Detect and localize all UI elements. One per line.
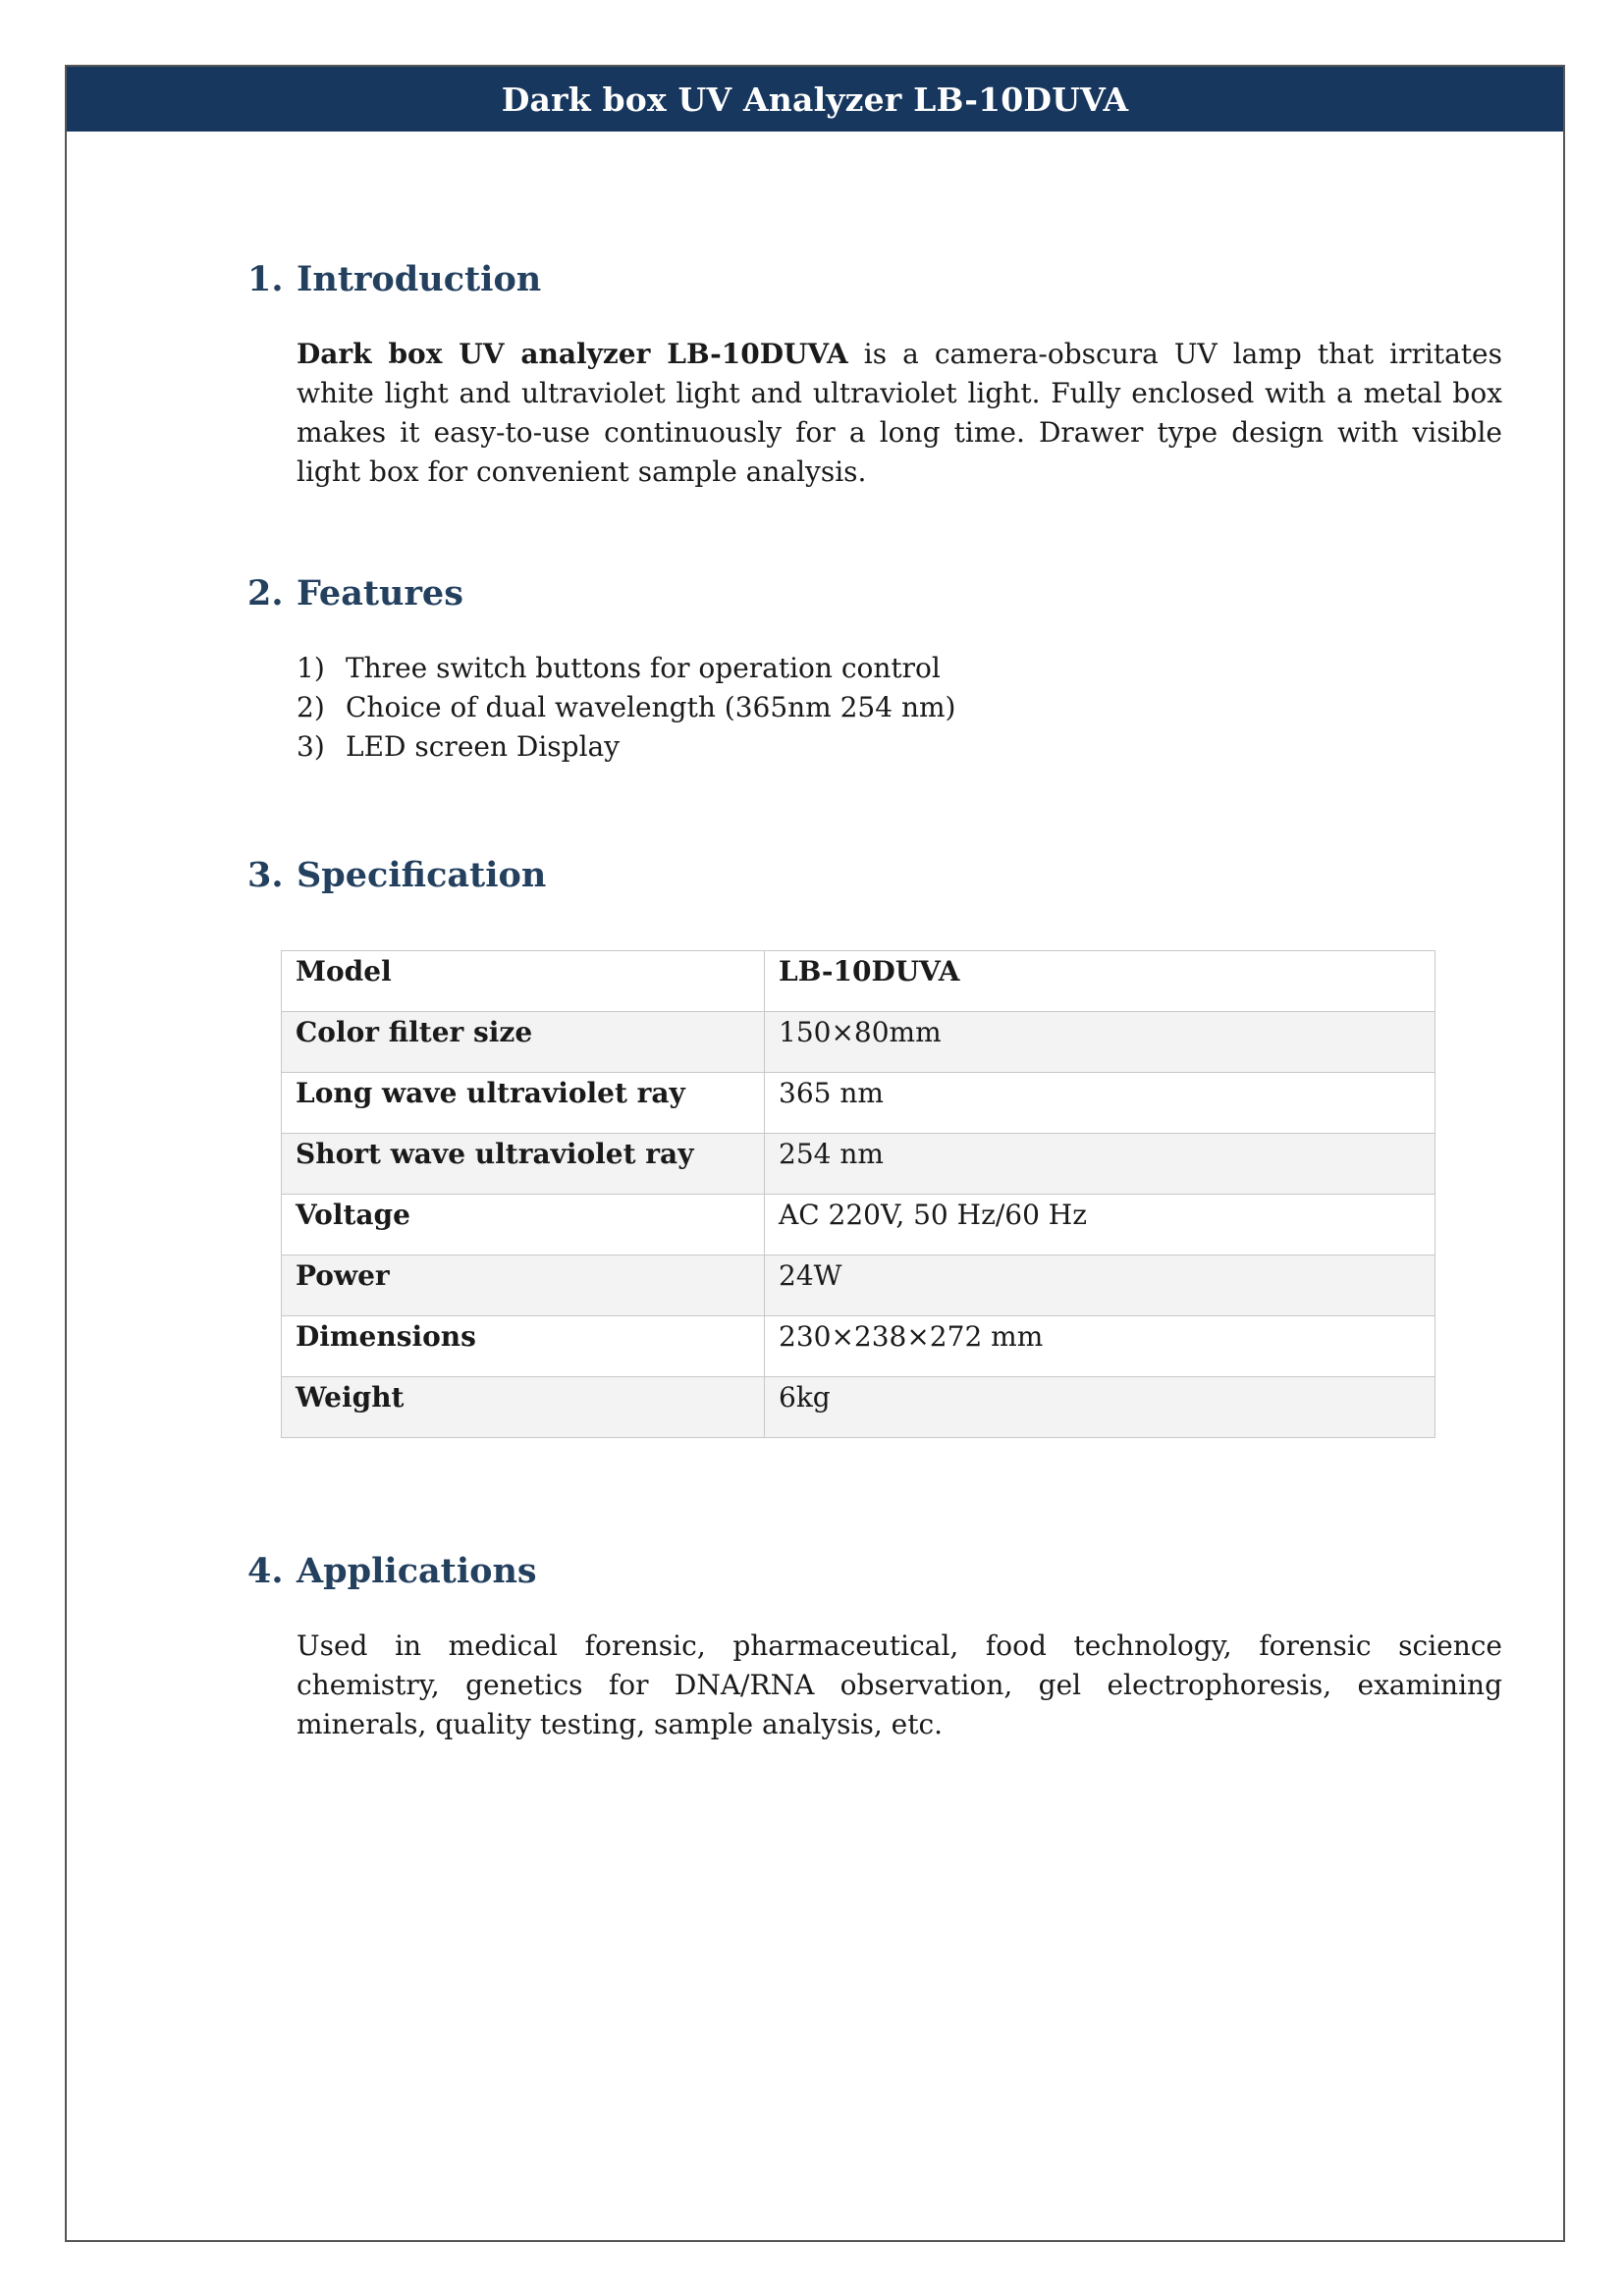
section-heading-specification: [247, 855, 1502, 895]
spec-table: [281, 950, 1435, 1438]
list-item: [297, 649, 1502, 688]
list-item-number: 3): [297, 730, 325, 763]
section-number: 2.: [247, 573, 284, 614]
title-bar: [67, 67, 1563, 132]
table-row: [282, 1195, 1435, 1255]
list-item-number: 1): [297, 652, 325, 684]
spec-label: Short wave ultraviolet ray: [282, 1134, 765, 1195]
table-row: [282, 1377, 1435, 1438]
section-heading-introduction: [247, 259, 1502, 299]
section-title: Introduction: [297, 259, 542, 299]
spec-value: 24W: [765, 1255, 1435, 1316]
section-introduction: [247, 259, 1502, 492]
table-row: [282, 951, 1435, 1012]
list-item: [297, 727, 1502, 767]
spec-value: LB-10DUVA: [765, 951, 1435, 1012]
section-number: 4.: [247, 1551, 284, 1591]
spec-value: 365 nm: [765, 1073, 1435, 1134]
section-title: Features: [297, 573, 463, 614]
spec-value: 230×238×272 mm: [765, 1316, 1435, 1377]
list-item-text: LED screen Display: [346, 730, 621, 763]
introduction-paragraph: [297, 335, 1502, 492]
table-row: [282, 1012, 1435, 1073]
spec-value: 150×80mm: [765, 1012, 1435, 1073]
list-item-number: 2): [297, 691, 325, 723]
spec-label: Model: [282, 951, 765, 1012]
feature-list: [297, 649, 1502, 767]
section-applications: [247, 1551, 1502, 1744]
section-title: Applications: [297, 1551, 537, 1591]
page-frame: [65, 65, 1565, 2242]
list-item: [297, 688, 1502, 727]
list-item-text: Choice of dual wavelength (365nm 254 nm): [346, 691, 956, 723]
table-row: [282, 1316, 1435, 1377]
applications-paragraph: Used in medical forensic, pharmaceutical, food technology, forensic science chemistry, genetics for DNA/RNA observation, gel electrophoresis, examining minerals, quality testing, sample analysis, etc.: [297, 1629, 1502, 1740]
introduction-text: is a camera-obscura UV lamp that irritates white light and ultraviolet light and ultraviolet light. Fully enclosed with a metal box makes it easy-to-use continuously for a long time. Drawer type design with visible light box for convenient sample analysis.: [297, 338, 1502, 488]
document-title: Dark box UV Analyzer LB-10DUVA: [501, 80, 1129, 119]
spec-label: Long wave ultraviolet ray: [282, 1073, 765, 1134]
table-row: [282, 1134, 1435, 1195]
spec-value: 254 nm: [765, 1134, 1435, 1195]
list-item-text: Three switch buttons for operation control: [346, 652, 941, 684]
section-heading-features: [247, 573, 1502, 614]
section-title: Specification: [297, 855, 547, 895]
spec-label: Power: [282, 1255, 765, 1316]
table-row: [282, 1255, 1435, 1316]
section-specification: [247, 855, 1502, 1438]
introduction-bold-lead: Dark box UV analyzer LB-10DUVA: [297, 338, 848, 370]
spec-value: 6kg: [765, 1377, 1435, 1438]
section-number: 3.: [247, 855, 284, 895]
spec-label: Color filter size: [282, 1012, 765, 1073]
table-row: [282, 1073, 1435, 1134]
spec-label: Dimensions: [282, 1316, 765, 1377]
section-heading-applications: [247, 1551, 1502, 1591]
section-features: [247, 573, 1502, 767]
spec-value: AC 220V, 50 Hz/60 Hz: [765, 1195, 1435, 1255]
spec-label: Weight: [282, 1377, 765, 1438]
spec-label: Voltage: [282, 1195, 765, 1255]
section-number: 1.: [247, 259, 284, 299]
